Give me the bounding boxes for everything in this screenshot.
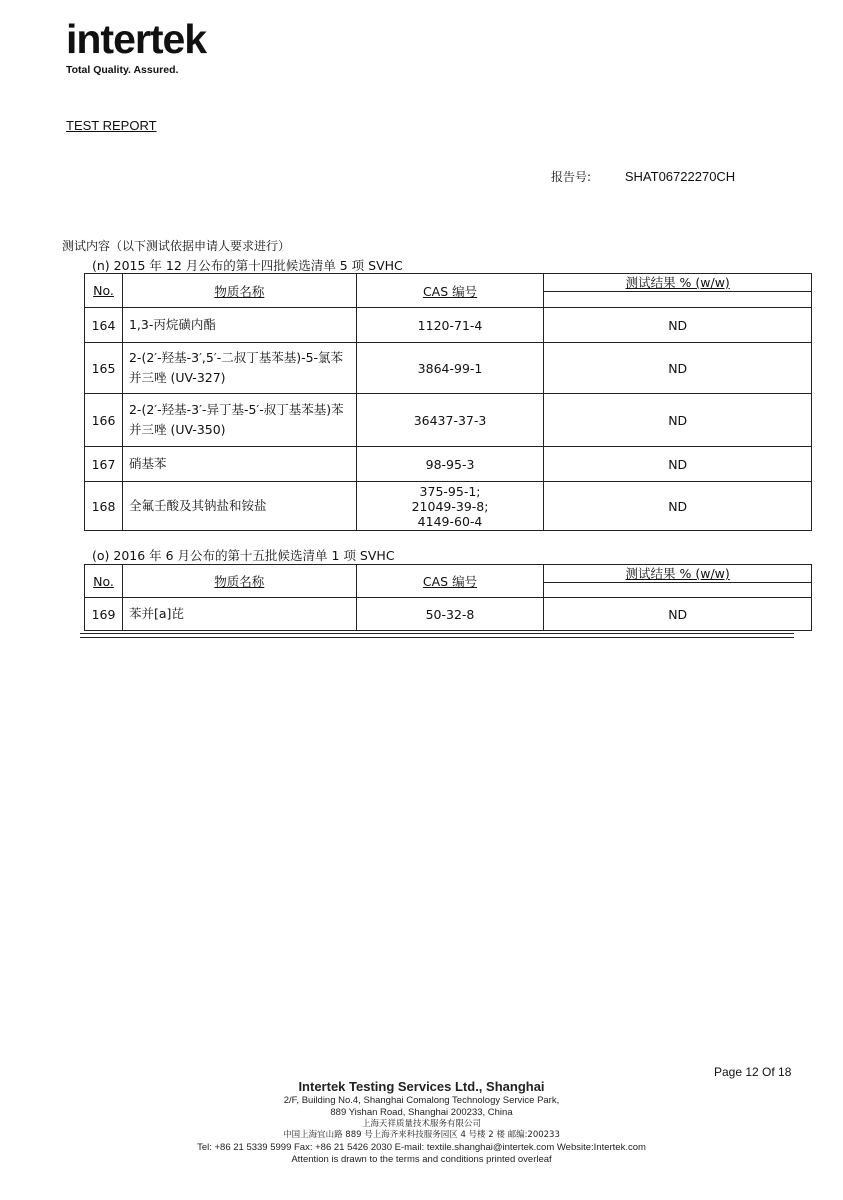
report-number-label: 报告号: — [551, 170, 592, 184]
row-no: 169 — [85, 598, 123, 631]
row-no: 168 — [85, 482, 123, 531]
col-result-header: 测试结果 % (w/w) — [544, 274, 812, 308]
report-number-value: SHAT06722270CH — [624, 169, 736, 184]
logo-tagline: Total Quality. Assured. — [66, 64, 179, 76]
row-substance: 2-(2′-羟基-3′,5′-二叔丁基苯基)-5-氯苯并三唑 (UV-327) — [122, 343, 356, 394]
table-row — [85, 308, 812, 343]
row-result: ND — [544, 598, 812, 631]
row-result: ND — [544, 447, 812, 482]
row-cas: 3864-99-1 — [356, 343, 544, 394]
section-o-table — [84, 564, 812, 631]
footer-address-line1: 2/F, Building No.4, Shanghai Comalong Technology Service Park, — [283, 1095, 560, 1106]
test-content-intro: 测试内容（以下测试依据申请人要求进行） — [62, 239, 291, 253]
row-cas — [356, 482, 544, 531]
col-no-header: No. — [85, 565, 123, 598]
table-row — [85, 598, 812, 631]
row-result: ND — [544, 308, 812, 343]
row-no: 167 — [85, 447, 123, 482]
col-cas-header: CAS 编号 — [356, 565, 544, 598]
col-name-header: 物质名称 — [122, 565, 356, 598]
logo-wordmark: intertek — [66, 16, 207, 62]
footer — [0, 1078, 843, 1166]
footer-cn-address: 中国上海宜山路 889 号上海齐来科技服务园区 4 号楼 2 楼 邮编:200233 — [283, 1130, 560, 1141]
table-row — [85, 394, 812, 447]
col-cas-header: CAS 编号 — [356, 274, 544, 308]
row-substance: 苯并[a]芘 — [122, 598, 356, 631]
row-substance: 1,3-丙烷磺内酯 — [122, 308, 356, 343]
section-n-title: (n) 2015 年 12 月公布的第十四批候选清单 5 项 SVHC — [92, 258, 403, 273]
page-number: Page 12 Of 18 — [714, 1065, 792, 1079]
table-end-double-rule — [80, 633, 794, 638]
row-no: 166 — [85, 394, 123, 447]
section-n-table — [84, 273, 812, 531]
row-substance: 2-(2′-羟基-3′-异丁基-5′-叔丁基苯基)苯并三唑 (UV-350) — [122, 394, 356, 447]
table-row — [85, 482, 812, 531]
col-no-header: No. — [85, 274, 123, 308]
footer-company: Intertek Testing Services Ltd., Shanghai — [298, 1079, 545, 1094]
row-no: 164 — [85, 308, 123, 343]
cas-line: 4149-60-4 — [417, 513, 483, 529]
cas-line: 375-95-1; — [419, 483, 481, 499]
footer-cn-company: 上海天祥质量技术服务有限公司 — [361, 1118, 481, 1129]
row-substance: 硝基苯 — [122, 447, 356, 482]
cas-line: 21049-39-8; — [411, 498, 489, 514]
table-row — [85, 343, 812, 394]
report-number — [551, 168, 735, 185]
col-result-header: 测试结果 % (w/w) — [544, 565, 812, 598]
row-cas: 98-95-3 — [356, 447, 544, 482]
row-cas: 36437-37-3 — [356, 394, 544, 447]
intertek-logo — [66, 18, 206, 76]
row-substance: 全氟壬酸及其钠盐和铵盐 — [122, 482, 356, 531]
report-title: TEST REPORT — [66, 118, 157, 133]
footer-contact: Tel: +86 21 5339 5999 Fax: +86 21 5426 2030 E-mail: textile.shanghai@intertek.com Website:Intertek.com — [197, 1142, 646, 1154]
section-o-title: (o) 2016 年 6 月公布的第十五批候选清单 1 项 SVHC — [92, 548, 395, 563]
table-header-row — [85, 565, 812, 598]
row-result: ND — [544, 394, 812, 447]
row-cas: 1120-71-4 — [356, 308, 544, 343]
row-result: ND — [544, 343, 812, 394]
footer-notice: Attention is drawn to the terms and conditions printed overleaf — [291, 1153, 552, 1165]
footer-address-line2: 889 Yishan Road, Shanghai 200233, China — [330, 1106, 513, 1118]
row-result: ND — [544, 482, 812, 531]
row-no: 165 — [85, 343, 123, 394]
table-header-row — [85, 274, 812, 308]
row-cas: 50-32-8 — [356, 598, 544, 631]
table-row — [85, 447, 812, 482]
col-name-header: 物质名称 — [122, 274, 356, 308]
